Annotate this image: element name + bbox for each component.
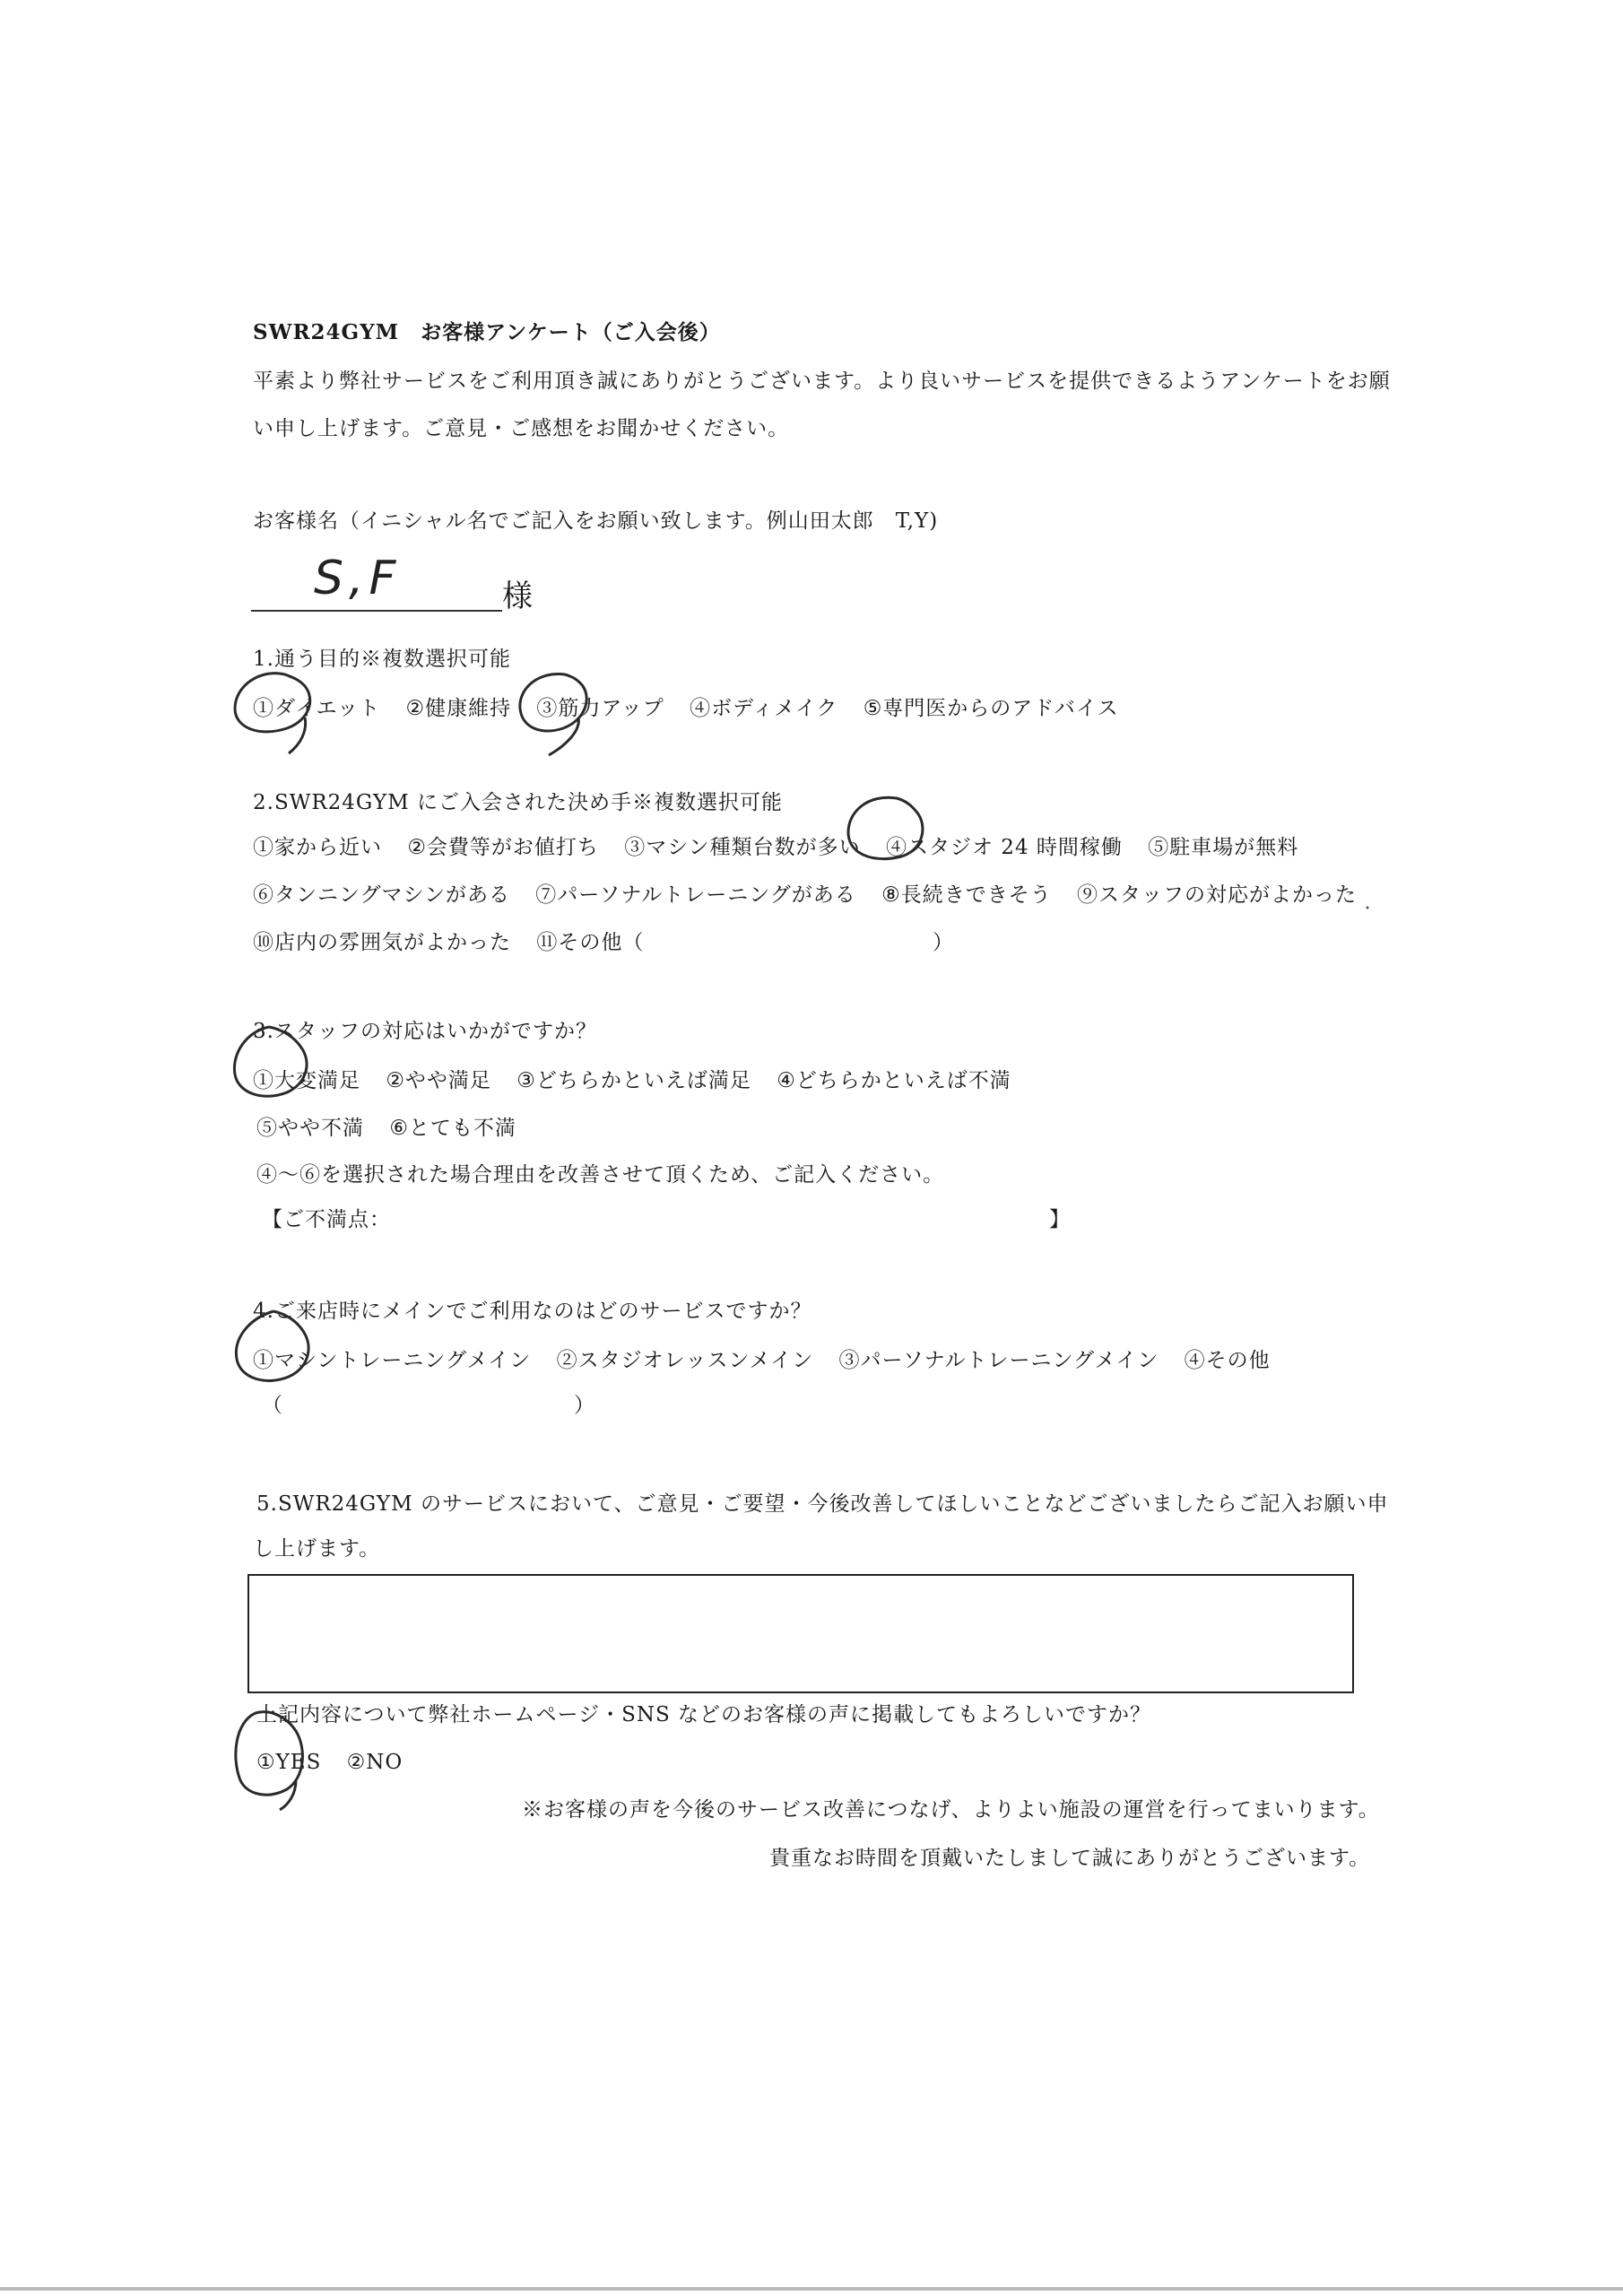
- q6-option-yes[interactable]: ①YES: [256, 1751, 322, 1774]
- q2-heading: 2.SWR24GYM にご入会された決め手※複数選択可能: [253, 791, 783, 814]
- q4-option-4[interactable]: ④その他: [1184, 1349, 1271, 1372]
- survey-title: SWR24GYM お客様アンケート（ご入会後）: [253, 320, 721, 344]
- q2-other-close: ）: [933, 931, 954, 954]
- q3-option-2[interactable]: ②やや満足: [386, 1069, 491, 1092]
- q1-option-4[interactable]: ④ボディメイク: [690, 697, 838, 720]
- q3-heading: 3.スタッフの対応はいかがですか？: [253, 1020, 597, 1043]
- q2-option-7[interactable]: ⑦パーソナルトレーニングがある: [535, 883, 856, 907]
- q4-options: [253, 1347, 1289, 1374]
- q3-row-2: [256, 1115, 534, 1142]
- footer-line-2: 貴重なお時間を頂戴いたしまして誠にありがとうございます。: [769, 1847, 1371, 1870]
- q3-option-4[interactable]: ④どちらかといえば不満: [777, 1069, 1011, 1092]
- q3-option-5[interactable]: ⑤やや不満: [256, 1117, 364, 1140]
- q2-option-10[interactable]: ⑩店内の雰囲気がよかった: [253, 931, 511, 954]
- q3-option-6[interactable]: ⑥とても不満: [389, 1117, 516, 1140]
- q4-heading: 4.ご来店時にメインでご利用なのはどのサービスですか？: [253, 1300, 812, 1323]
- q3-option-3[interactable]: ③どちらかといえば満足: [516, 1069, 751, 1092]
- q2-option-9[interactable]: ⑨スタッフの対応がよかった: [1077, 883, 1358, 907]
- q3-option-1[interactable]: ①大変満足: [253, 1069, 360, 1092]
- q2-row-3: [253, 929, 644, 956]
- q2-option-11[interactable]: ⑪その他（: [536, 931, 645, 954]
- q2-option-8[interactable]: ⑧長続きできそう: [881, 883, 1052, 907]
- q1-option-2[interactable]: ②健康維持: [405, 697, 512, 720]
- q1-heading: 1.通う目的※複数選択可能: [253, 648, 511, 671]
- q3-row-1: [253, 1067, 1029, 1094]
- q4-option-1[interactable]: ①マシントレーニングメイン: [253, 1349, 532, 1372]
- footer-line-1: ※お客様の声を今後のサービス改善につなげ、よりよい施設の運営を行ってまいります。: [522, 1798, 1380, 1822]
- q2-option-5[interactable]: ⑤駐車場が無料: [1148, 836, 1299, 859]
- q2-option-4[interactable]: ④スタジオ 24 時間稼働: [886, 836, 1123, 859]
- q5-heading-line-1: 5.SWR24GYM のサービスにおいて、ご意見・ご要望・今後改善してほしいことなどございましたらご記入お願い申: [256, 1492, 1389, 1516]
- q3-note: ④～⑥を選択された場合理由を改善させて頂くため、ご記入ください。: [256, 1163, 945, 1187]
- q2-option-2[interactable]: ②会費等がお値打ち: [407, 836, 599, 859]
- q4-option-2[interactable]: ②スタジオレッスンメイン: [556, 1349, 814, 1372]
- q3-complaint-close: 】: [1049, 1208, 1071, 1231]
- q5-heading-line-2: し上げます。: [253, 1537, 381, 1561]
- q6-options: [256, 1749, 421, 1776]
- q2-row-2: [253, 882, 1375, 909]
- q6-option-no[interactable]: ②NO: [346, 1751, 404, 1774]
- q1-option-3[interactable]: ③筋力アップ: [536, 697, 664, 720]
- customer-name-underline: [251, 610, 502, 612]
- q3-complaint-label: 【ご不満点：: [262, 1208, 391, 1231]
- q4-other-open: （: [262, 1394, 283, 1417]
- q1-options: [253, 695, 1137, 722]
- q4-other-close: ）: [574, 1394, 595, 1417]
- q5-comment-box[interactable]: [247, 1574, 1354, 1693]
- q2-option-3[interactable]: ③マシン種類台数が多い: [624, 836, 861, 859]
- q2-option-1[interactable]: ①家から近い: [253, 836, 382, 859]
- customer-name-label: お客様名（イニシャル名でご記入をお願い致します。例山田太郎 T,Y): [253, 509, 939, 533]
- q2-row-1: [253, 834, 1316, 861]
- q6-heading: 上記内容について弊社ホームページ・SNS などのお客様の声に掲載してもよろしいですか？: [256, 1703, 1152, 1726]
- scan-bottom-edge: [0, 2287, 1623, 2291]
- customer-name-handwritten[interactable]: S,F: [314, 552, 402, 605]
- q1-option-5[interactable]: ⑤専門医からのアドバイス: [863, 697, 1119, 720]
- customer-honorific: 様: [502, 578, 533, 614]
- intro-line-1: 平素より弊社サービスをご利用頂き誠にありがとうございます。より良いサービスを提供できるようアンケートをお願: [253, 370, 1391, 393]
- q2-option-6[interactable]: ⑥タンニングマシンがある: [253, 883, 510, 907]
- intro-line-2: い申し上げます。ご意見・ご感想をお聞かせください。: [253, 417, 790, 440]
- q1-option-1[interactable]: ①ダイエット: [253, 697, 381, 720]
- q4-option-3[interactable]: ③パーソナルトレーニングメイン: [838, 1349, 1159, 1372]
